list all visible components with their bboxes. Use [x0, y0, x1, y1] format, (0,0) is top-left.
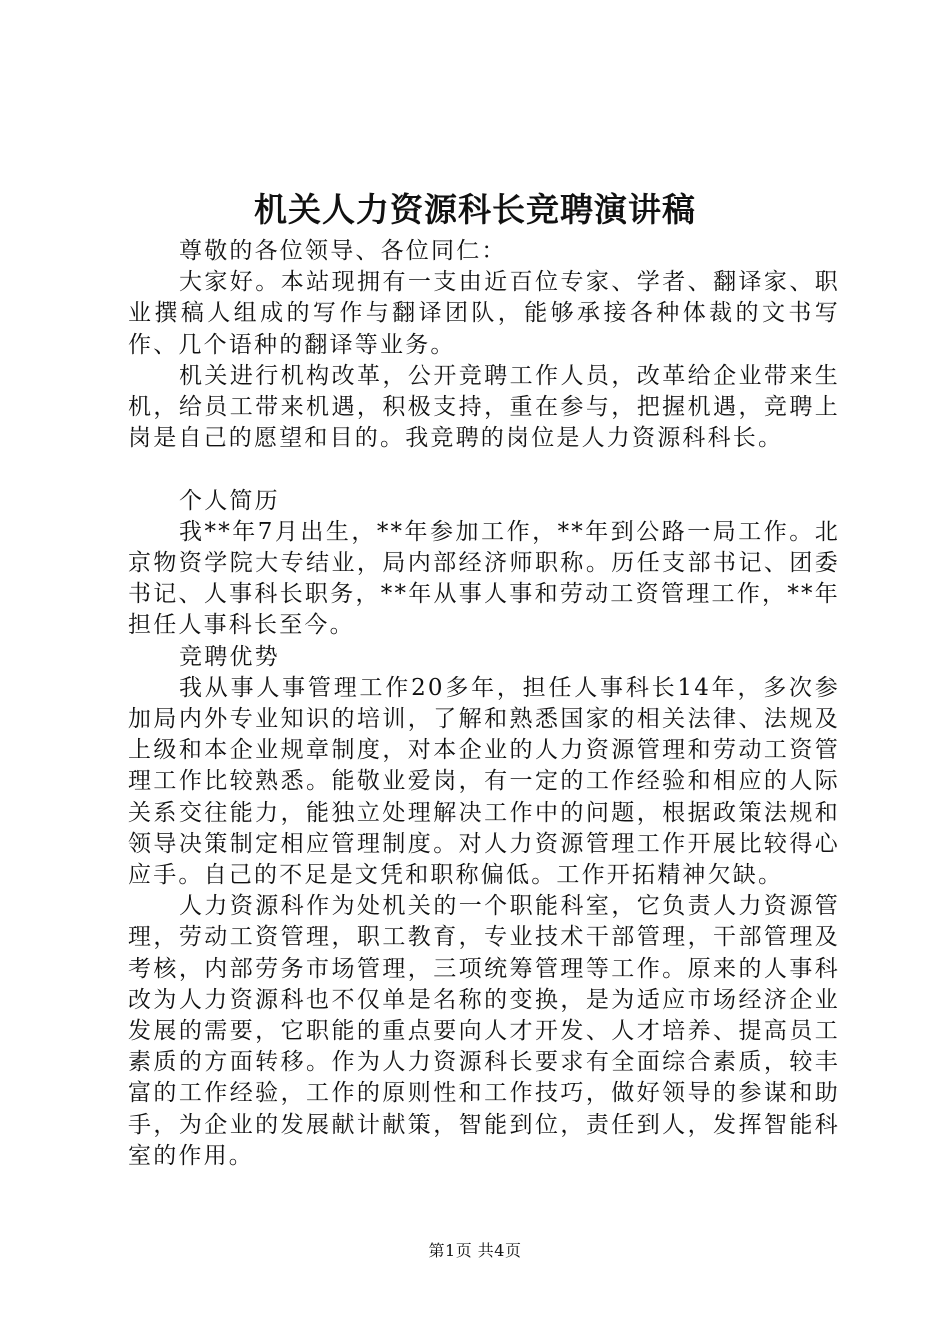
document-body — [128, 236, 840, 1172]
section-heading-advantages: 竞聘优势 — [179, 643, 280, 670]
document-title: 机关人力资源科长竞聘演讲稿 — [254, 190, 696, 229]
advantages-paragraph: 我从事人事管理工作20多年，担任人事科长14年，多次参加局内外专业知识的培训，了解和熟悉国家的相关法律、法规及上级和本企业规章制度，对本企业的人力资源管理和劳动工资管理工作比较熟悉。能敬业爱岗，有一定的工作经验和相应的人际关系交往能力，能独立处理解决工作中的问题，根据政策法规和领导决策制定相应管理制度。对人力资源管理工作开展比较得心应手。自己的不足是文凭和职称偏低。工作开拓精神欠缺。 — [128, 674, 840, 889]
reform-paragraph: 机关进行机构改革，公开竞聘工作人员，改革给企业带来生机，给员工带来机遇，积极支持，重在参与，把握机遇，竞聘上岗是自己的愿望和目的。我竞聘的岗位是人力资源科科长。 — [128, 362, 840, 452]
salutation-paragraph: 尊敬的各位领导、各位同仁： — [179, 238, 507, 264]
resume-paragraph: 我**年7月出生，**年参加工作，**年到公路一局工作。北京物资学院大专结业，局内部经济师职称。历任支部书记、团委书记、人事科长职务，**年从事人事和劳动工资管理工作，**年担任人事科长至今。 — [128, 518, 840, 639]
intro-paragraph: 大家好。本站现拥有一支由近百位专家、学者、翻译家、职业撰稿人组成的写作与翻译团队，能够承接各种体裁的文书写作、几个语种的翻译等业务。 — [128, 269, 840, 358]
page-footer: 第1页 共4页 — [428, 1241, 522, 1260]
blank-line — [128, 454, 840, 485]
section-heading-resume: 个人简历 — [179, 487, 280, 514]
department-paragraph: 人力资源科作为处机关的一个职能科室，它负责人力资源管理，劳动工资管理，职工教育，专业技术干部管理，干部管理及考核，内部劳务市场管理，三项统筹管理等工作。原来的人事科改为人力资源科也不仅单是名称的变换，是为适应市场经济企业发展的需要，它职能的重点要向人才开发、人才培养、提高员工素质的方面转移。作为人力资源科长要求有全面综合素质，较丰富的工作经验，工作的原则性和工作技巧，做好领导的参谋和助手，为企业的发展献计献策，智能到位，责任到人，发挥智能科室的作用。 — [128, 893, 840, 1169]
